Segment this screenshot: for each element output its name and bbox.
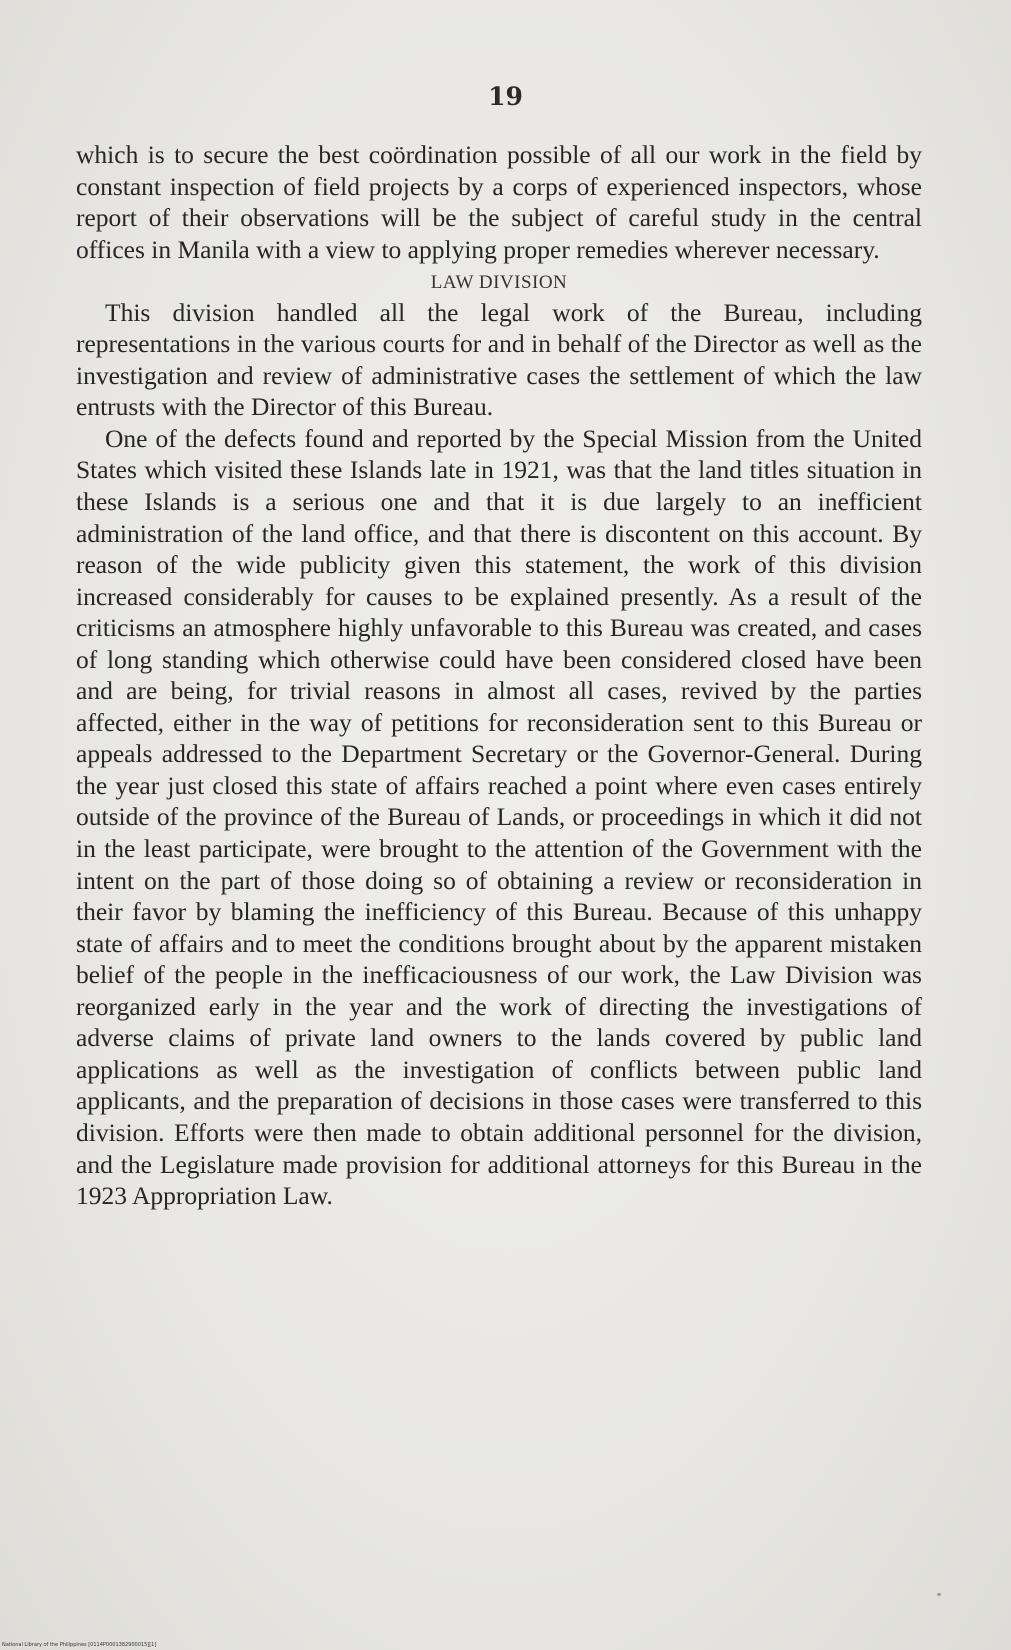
paragraph-special-mission: One of the defects found and reported by the Special Mission from the United States which visited these Islands late in 1921, was that the land titles situation in these Islands is a serious one and that it is due largely to an inefficient administration of the land office, and that there is discontent on this account. By reason of the wide publicity given this statement, the work of this division increased considerably for causes to be explained presently. As a result of the criticisms an atmosphere highly unfavorable to this Bureau was created, and cases of long standing which otherwise could have been considered closed have been and are being, for trivial reasons in almost all cases, revived by the parties affected, either in the way of petitions for reconsideration sent to this Bureau or appeals addressed to the Department Secretary or the Governor-General. During the year just closed this state of affairs reached a point where even cases entirely outside of the province of the Bureau of Lands, or proceedings in which it did not in the least participate, were brought to the attention of the Government with the intent on the part of those doing so of obtaining a review or reconsideration in their favor by blaming the inefficiency of this Bureau. Because of this unhappy state of affairs and to meet the conditions brought about by the apparent mistaken belief of the people in the inefficaciousness of our work, the Law Division was reorganized early in the year and the work of directing the investigations of adverse claims of private land owners to the lands covered by public land applications as well as the investigation of conflicts between public land applicants, and the preparation of decisions in those cases were transferred to this division. Efforts were then made to obtain additional personnel for the division, and the Legislature made provision for additional attorneys for this Bureau in the 1923 Appropriation Law. xyxy=(76,423,922,1211)
scan-credit: National Library of the Philippines [0114P0001382900015][1] xyxy=(2,1642,157,1648)
section-heading: LAW DIVISION xyxy=(430,272,568,294)
scan-speck xyxy=(937,1593,941,1596)
paragraph-law-division-intro: This division handled all the legal work of the Bureau, including representations in the various courts for and in behalf of the Director as well as the investigation and review of administrative cases the settlement of which the law entrusts with the Director of this Bureau. xyxy=(76,297,922,422)
body-text xyxy=(76,139,922,1212)
page-number: 19 xyxy=(488,82,523,111)
paragraph-continuation: which is to secure the best coördination possible of all our work in the field by constant inspection of field projects by a corps of experienced inspectors, whose report of their observations will be the subject of careful study in the central offices in Manila with a view to applying proper remedies wherever necessary. xyxy=(76,140,922,264)
